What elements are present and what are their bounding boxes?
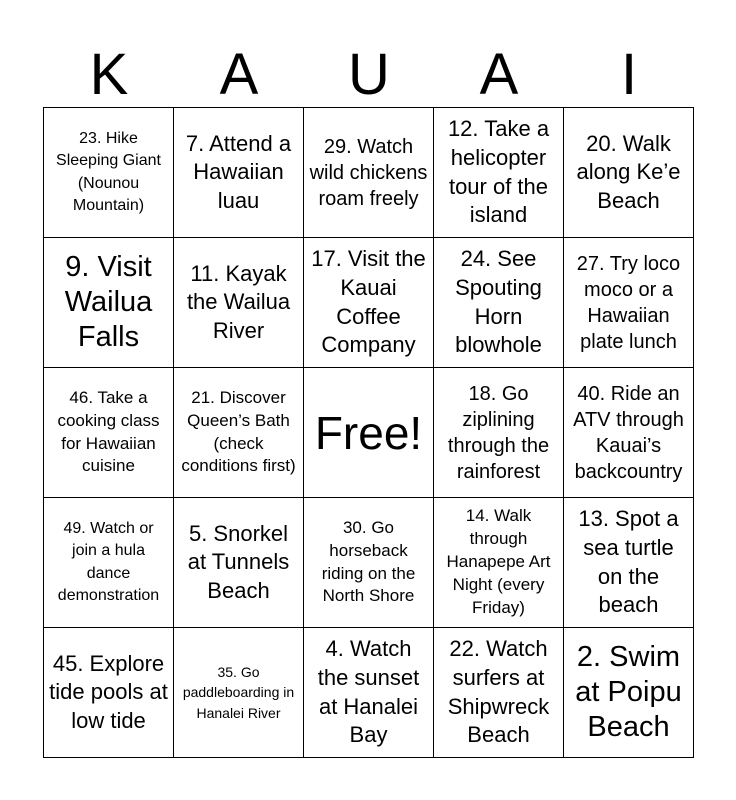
bingo-cell: 14. Walk through Hanapepe Art Night (every Friday) [434, 498, 564, 628]
header-letter: A [479, 42, 519, 107]
bingo-cell: 18. Go ziplining through the rainforest [434, 368, 564, 498]
bingo-cell: 29. Watch wild chickens roam freely [304, 108, 434, 238]
bingo-cell: 7. Attend a Hawaiian luau [174, 108, 304, 238]
bingo-cell: 27. Try loco moco or a Hawaiian plate lunch [564, 238, 694, 368]
bingo-cell: 23. Hike Sleeping Giant (Nounou Mountain) [44, 108, 174, 238]
bingo-cell: 11. Kayak the Wailua River [174, 238, 304, 368]
header-letter: K [89, 42, 129, 107]
free-space: Free! [304, 368, 434, 498]
bingo-cell: 9. Visit Wailua Falls [44, 238, 174, 368]
bingo-cell: 40. Ride an ATV through Kauai’s backcountry [564, 368, 694, 498]
bingo-cell: 2. Swim at Poipu Beach [564, 628, 694, 758]
bingo-cell: 22. Watch surfers at Shipwreck Beach [434, 628, 564, 758]
header-letter: U [348, 42, 390, 107]
bingo-cell: 21. Discover Queen’s Bath (check conditions first) [174, 368, 304, 498]
bingo-cell: 20. Walk along Ke’e Beach [564, 108, 694, 238]
bingo-cell: 49. Watch or join a hula dance demonstration [44, 498, 174, 628]
bingo-cell: 45. Explore tide pools at low tide [44, 628, 174, 758]
bingo-cell: 46. Take a cooking class for Hawaiian cuisine [44, 368, 174, 498]
bingo-cell: 5. Snorkel at Tunnels Beach [174, 498, 304, 628]
bingo-cell: 13. Spot a sea turtle on the beach [564, 498, 694, 628]
bingo-cell: 17. Visit the Kauai Coffee Company [304, 238, 434, 368]
header-letter: A [219, 42, 259, 107]
bingo-cell: 12. Take a helicopter tour of the island [434, 108, 564, 238]
bingo-board [43, 107, 694, 758]
bingo-cell: 4. Watch the sunset at Hanalei Bay [304, 628, 434, 758]
header-letter: I [620, 42, 638, 107]
bingo-cell: 30. Go horseback riding on the North Shore [304, 498, 434, 628]
bingo-header [44, 42, 694, 108]
bingo-cell: 24. See Spouting Horn blowhole [434, 238, 564, 368]
bingo-cell: 35. Go paddleboarding in Hanalei River [174, 628, 304, 758]
